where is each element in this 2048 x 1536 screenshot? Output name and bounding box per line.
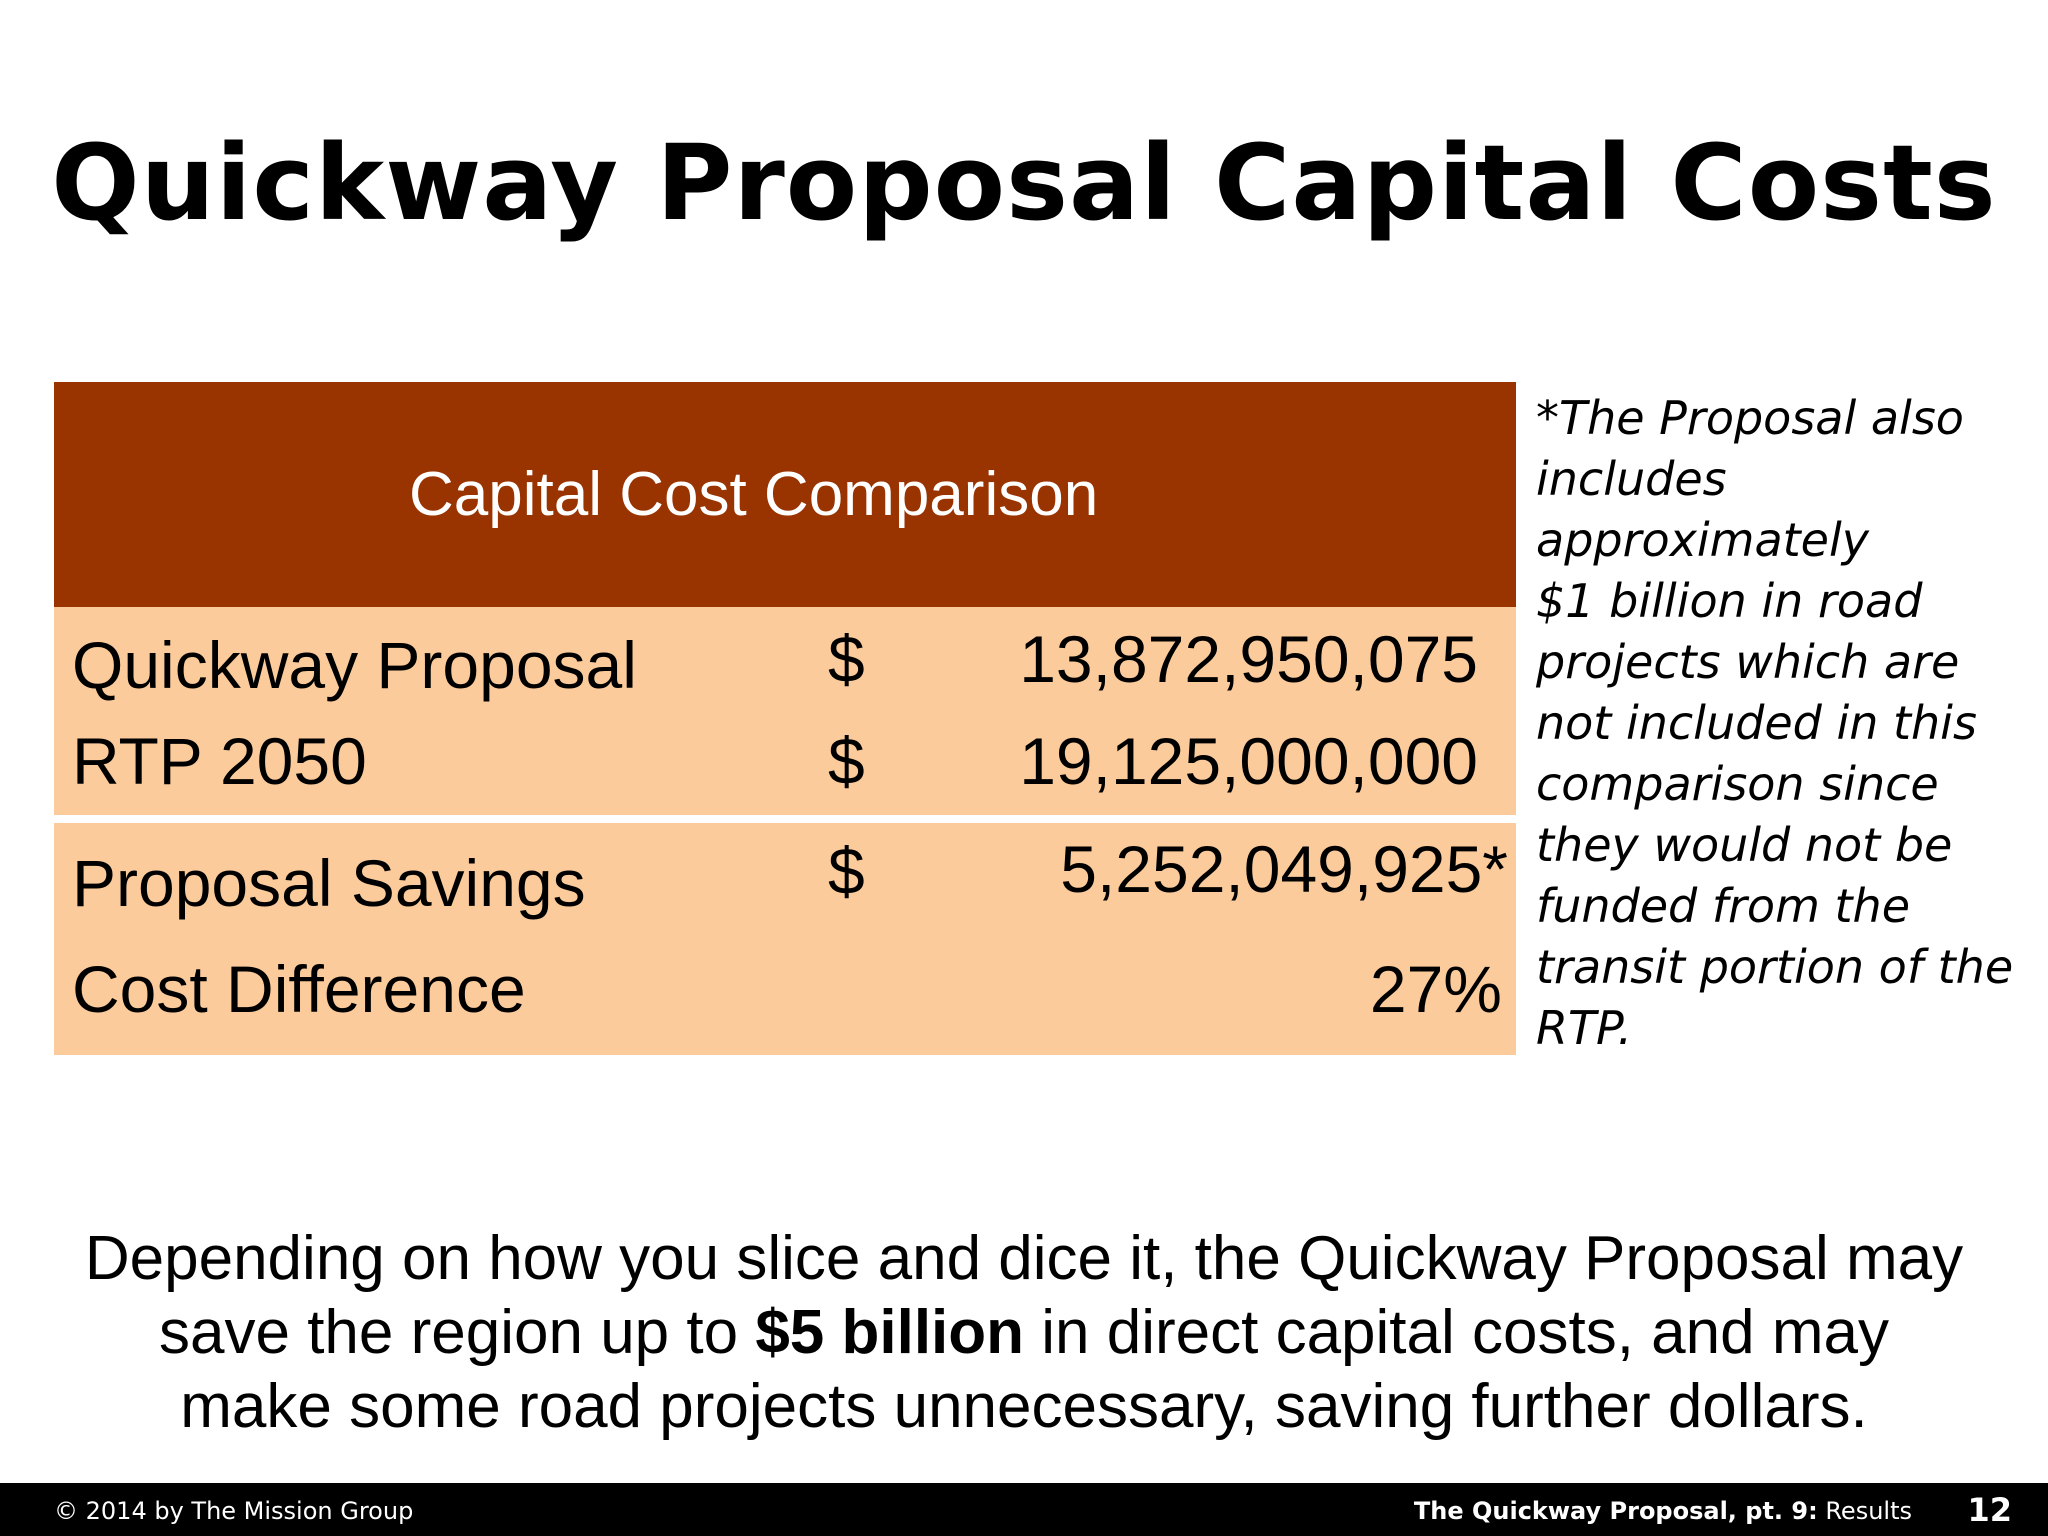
summary-text-part: save the region up to <box>159 1298 756 1367</box>
row-label: RTP 2050 <box>72 724 367 798</box>
table-row <box>54 823 1516 935</box>
row-amount: 13,872,950,075 <box>1019 622 1478 696</box>
footnote-line: approximately <box>1536 513 1869 567</box>
footnote-line: RTP. <box>1536 1001 1633 1055</box>
summary-text-part: in direct capital costs, and may <box>1024 1298 1889 1367</box>
capital-cost-table <box>54 382 1516 1055</box>
series-title-rest: Results <box>1817 1497 1912 1525</box>
currency-symbol: $ <box>828 834 865 908</box>
table-row <box>54 935 1516 1055</box>
row-amount: 27% <box>1369 952 1502 1026</box>
footer-bar <box>0 1483 2048 1536</box>
summary-text <box>0 1222 2048 1444</box>
footnote-line: funded from the <box>1536 879 1910 933</box>
summary-highlight: $5 billion <box>755 1298 1025 1367</box>
table-row <box>54 607 1516 715</box>
summary-line: Depending on how you slice and dice it, the Quickway Proposal may <box>84 1224 1964 1293</box>
row-label: Proposal Savings <box>72 846 586 920</box>
series-title-bold: The Quickway Proposal, pt. 9: <box>1413 1497 1818 1525</box>
row-amount: 19,125,000,000 <box>1019 724 1478 798</box>
table-row <box>54 715 1516 815</box>
footnote-line: transit portion of the <box>1536 940 2014 994</box>
footnote <box>1536 388 2036 1059</box>
row-label: Quickway Proposal <box>72 628 637 702</box>
footnote-line: they would not be <box>1536 818 1953 872</box>
footnote-line: *The Proposal also <box>1536 391 1964 445</box>
table-header-label: Capital Cost Comparison <box>409 460 1099 529</box>
footnote-line: includes <box>1536 452 1727 506</box>
summary-line: make some road projects unnecessary, saving further dollars. <box>180 1372 1868 1441</box>
currency-symbol: $ <box>828 622 865 696</box>
table-header <box>54 382 1516 607</box>
series-title <box>1414 1497 1912 1525</box>
row-label: Cost Difference <box>72 952 526 1026</box>
page-number: 12 <box>1967 1491 2012 1529</box>
footnote-line: comparison since <box>1536 757 1939 811</box>
row-amount: 5,252,049,925* <box>1060 832 1508 906</box>
footnote-line: not included in this <box>1536 696 1977 750</box>
footnote-line: projects which are <box>1536 635 1960 689</box>
currency-symbol: $ <box>828 724 865 798</box>
slide-title: Quickway Proposal Capital Costs <box>51 122 1997 244</box>
footnote-line: $1 billion in road <box>1536 574 1923 628</box>
copyright-text: © 2014 by The Mission Group <box>54 1497 414 1525</box>
summary-line <box>0 1296 2048 1370</box>
